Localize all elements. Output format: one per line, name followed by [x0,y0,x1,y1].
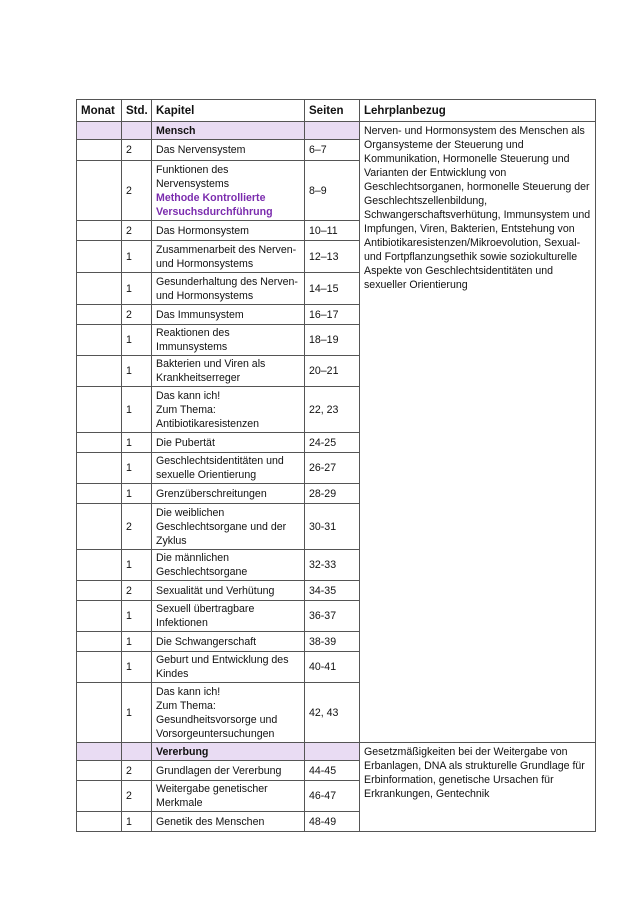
seiten-cell: 26-27 [305,453,360,484]
std-cell: 1 [122,550,152,581]
kapitel-text: Das kann ich! [156,389,221,402]
seiten-cell: 36-37 [305,601,360,632]
std-cell: 2 [122,305,152,325]
std-cell: 1 [122,632,152,652]
kapitel-cell: Die Pubertät [152,433,305,453]
section-seiten-cell [305,743,360,761]
kapitel-text: Das kann ich! [156,685,221,698]
section-std-cell [122,122,152,140]
std-cell: 2 [122,761,152,781]
kapitel-cell: Gesunderhaltung des Nerven- und Hormonsystems [152,273,305,305]
std-cell: 2 [122,504,152,550]
header-seiten: Seiten [305,100,360,122]
kapitel-cell: Sexuell übertragbare Infektionen [152,601,305,632]
std-cell: 1 [122,652,152,683]
seiten-cell: 28-29 [305,484,360,504]
std-cell: 1 [122,273,152,305]
std-cell: 1 [122,325,152,356]
seiten-cell: 40-41 [305,652,360,683]
std-cell: 2 [122,781,152,812]
seiten-cell: 12–13 [305,241,360,273]
method-highlight: Methode Kontrollierte Versuchsdurchführung [156,191,273,218]
kapitel-cell: Sexualität und Verhütung [152,581,305,601]
kapitel-cell: Bakterien und Viren als Krankheitserreger [152,356,305,387]
header-monat: Monat [77,100,122,122]
std-cell: 1 [122,453,152,484]
header-kapitel: Kapitel [152,100,305,122]
std-cell: 1 [122,387,152,433]
kapitel-cell: Zusammenarbeit des Nerven- und Hormonsystems [152,241,305,273]
kapitel-cell: Geschlechtsidentitäten und sexuelle Orientierung [152,453,305,484]
header-row [77,100,596,122]
header-std: Std. [122,100,152,122]
seiten-cell: 22, 23 [305,387,360,433]
kapitel-cell: Genetik des Menschen [152,812,305,832]
seiten-cell: 44-45 [305,761,360,781]
seiten-cell: 16–17 [305,305,360,325]
std-cell: 1 [122,683,152,743]
curriculum-table [76,99,596,832]
section-monat-cell [77,122,122,140]
std-cell: 2 [122,221,152,241]
seiten-cell: 48-49 [305,812,360,832]
kapitel-cell: Die männlichen Geschlechtsorgane [152,550,305,581]
kapitel-cell: Das Nervensystem [152,140,305,161]
kapitel-subtext: Zum Thema: Gesundheitsvorsorge und Vorsorgeuntersuchungen [156,699,278,740]
seiten-cell: 34-35 [305,581,360,601]
std-cell: 1 [122,812,152,832]
seiten-cell: 46-47 [305,781,360,812]
seiten-cell: 32-33 [305,550,360,581]
std-cell: 1 [122,484,152,504]
kapitel-cell: Die Schwangerschaft [152,632,305,652]
seiten-cell: 42, 43 [305,683,360,743]
section-std-cell [122,743,152,761]
seiten-cell: 24-25 [305,433,360,453]
section-row-mensch [77,122,596,140]
header-lehrplan: Lehrplanbezug [360,100,596,122]
kapitel-text: Funktionen des Nervensystems [156,163,229,190]
seiten-cell: 6–7 [305,140,360,161]
kapitel-cell: Geburt und Entwicklung des Kindes [152,652,305,683]
kapitel-cell: Reaktionen des Immunsystems [152,325,305,356]
kapitel-cell: Grundlagen der Vererbung [152,761,305,781]
std-cell: 2 [122,140,152,161]
std-cell: 1 [122,241,152,273]
std-cell: 2 [122,581,152,601]
kapitel-cell [152,161,305,221]
std-cell: 1 [122,356,152,387]
section-title: Vererbung [152,743,305,761]
kapitel-cell [152,683,305,743]
seiten-cell: 20–21 [305,356,360,387]
std-cell: 2 [122,161,152,221]
section-monat-cell [77,743,122,761]
kapitel-cell: Das Hormonsystem [152,221,305,241]
seiten-cell: 8–9 [305,161,360,221]
kapitel-cell: Weitergabe genetischer Merkmale [152,781,305,812]
kapitel-subtext: Zum Thema: Antibiotikaresistenzen [156,403,260,430]
seiten-cell: 10–11 [305,221,360,241]
kapitel-cell [152,387,305,433]
seiten-cell: 30-31 [305,504,360,550]
seiten-cell: 18–19 [305,325,360,356]
std-cell: 1 [122,601,152,632]
section-title: Mensch [152,122,305,140]
section-row-vererbung [77,743,596,761]
seiten-cell: 38-39 [305,632,360,652]
std-cell: 1 [122,433,152,453]
lehrplan-text: Nerven- und Hormonsystem des Menschen als Organsysteme der Steuerung und Kommunikation, Hormonelle Steuerung und Varianten der Entwicklung von Geschlechtsorganen, hormonelle Steuerung der Geschlechtszellenbildung, Schwangerschaftsverhütung, Immunsystem und Impfungen, Viren, Bakterien, Entstehung von Antibiotikaresistenzen/Mikroevolution, Sexual- und Fortpflanzungsethik sowie soziokulturelle Aspekte von Geschlechtsidentitäten und sexueller Orientierung [360,122,596,743]
kapitel-cell: Grenzüberschreitungen [152,484,305,504]
section-seiten-cell [305,122,360,140]
seiten-cell: 14–15 [305,273,360,305]
kapitel-cell: Die weiblichen Geschlechtsorgane und der Zyklus [152,504,305,550]
kapitel-cell: Das Immunsystem [152,305,305,325]
lehrplan-text: Gesetzmäßigkeiten bei der Weitergabe von Erbanlagen, DNA als strukturelle Grundlage für Erbinformation, genetische Ursachen für Erkrankungen, Gentechnik [360,743,596,832]
